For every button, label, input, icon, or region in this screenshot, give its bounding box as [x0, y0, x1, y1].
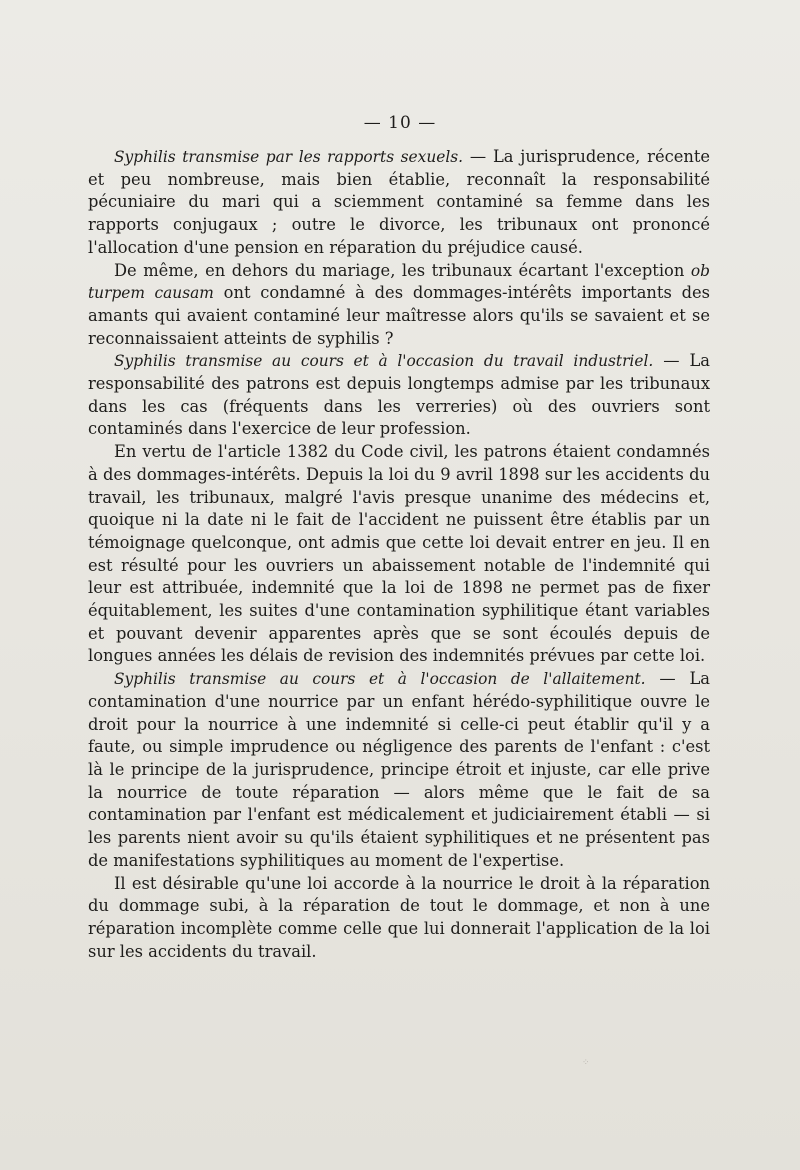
section-heading-allaitement: Syphilis transmise au cours et à l'occasion de l'allaitement. [114, 670, 646, 689]
paragraph-text: Il est désirable qu'une loi accorde à la nourrice le droit à la réparation du dommage subi, à la réparation de tout le dommage, et non à une réparation incomplète comme celle que lui donnerait l'application de la loi sur les accidents du travail. [88, 873, 710, 961]
paragraph-allaitement [88, 668, 710, 872]
section-heading-travail-industriel: Syphilis transmise au cours et à l'occasion du travail industriel. [114, 352, 654, 371]
paragraph-text: — La contamination d'une nourrice par un enfant hérédo-syphilitique ouvre le droit pour la nourrice à une indemnité si celle-ci peut établir qu'il y a faute, ou simple imprudence ou négligence des parents de l'enfant : c'est là le principe de la jurisprudence, principe étroit et injuste, car elle prive la nourrice de toute réparation — alors même que le fait de sa contamination par l'enfant est médicalement et judiciairement établi — si les parents nient avoir su qu'ils étaient syphilitiques et ne présentent pas de manifestations syphilitiques au moment de l'expertise. [88, 669, 710, 870]
show-through-mark: ⁘ [582, 1058, 591, 1068]
paragraph-text: De même, en dehors du mariage, les tribunaux écartant l'exception [114, 260, 691, 280]
paragraph-code-civil [88, 441, 710, 668]
paragraph-text: En vertu de l'article 1382 du Code civil, les patrons étaient condamnés à des dommages-intérêts. Depuis la loi du 9 avril 1898 sur les accidents du travail, les tribunaux, malgré l'avis presque unanime des médecins et, quoique ni la date ni le fait de l'accident ne puissent être établis par un témoignage quelconque, ont admis que cette loi devait entrer en jeu. Il en est résulté pour les ouvriers un abaissement notable de l'indemnité qui leur est attribuée, indemnité que la loi de 1898 ne permet pas de fixer équitablement, les suites d'une contamination syphilitique étant variables et pouvant devenir apparentes après que se sont écoulés depuis de longues années les délais de revision des indemnités prévues par cette loi. [88, 442, 710, 666]
paragraph-conclusion [88, 873, 710, 964]
paragraph-text: — La responsabilité des patrons est depuis longtemps admise par les tribunaux dans les cas (fréquents dans les verreries) où des ouvriers sont contaminés dans l'exercice de leur profession. [88, 351, 710, 439]
body-text [88, 146, 710, 963]
section-heading-rapports-sexuels: Syphilis transmise par les rapports sexuels. [114, 148, 464, 166]
paragraph-text: — La jurisprudence, récente et peu nombreuse, mais bien établie, reconnaît la responsabilité pécuniaire du mari qui a sciemment contaminé sa femme dans les rapports conjugaux ; outre le divorce, les tribunaux ont prononcé l'allocation d'une pension en réparation du préjudice causé. [88, 147, 710, 257]
page-number: — 10 — [363, 113, 437, 133]
latin-phrase: ob turpem causam [88, 261, 710, 303]
paragraph-text: ont condamné à des dommages-intérêts importants des amants qui avaient contaminé leur maîtresse alors qu'ils se savaient et se reconnaissaient atteints de syphilis ? [88, 283, 710, 348]
paragraph-hors-mariage [88, 260, 710, 351]
paragraph-rapports-sexuels [88, 146, 710, 260]
paragraph-travail-industriel [88, 350, 710, 441]
